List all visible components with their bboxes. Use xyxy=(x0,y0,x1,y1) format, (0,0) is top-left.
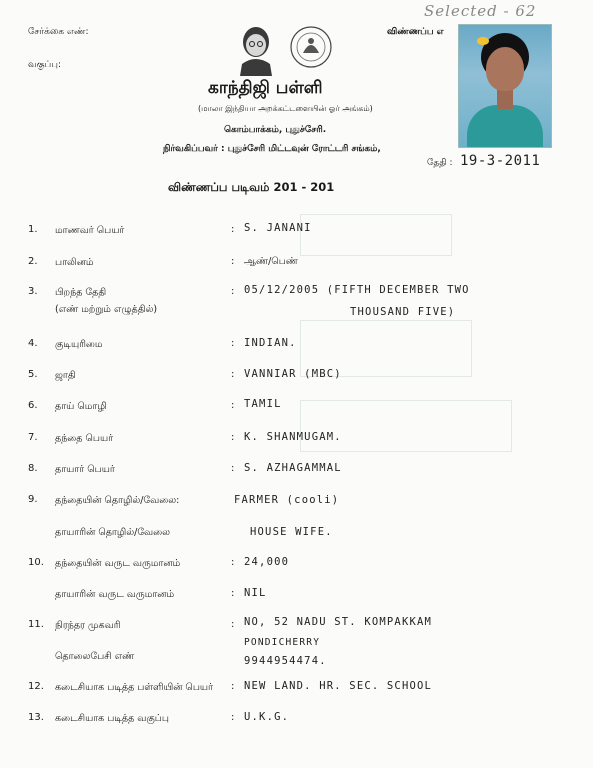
field-value: K. SHANMUGAM. xyxy=(244,431,342,443)
field-colon: : xyxy=(231,369,235,380)
field-value: 05/12/2005 (FIFTH DECEMBER TWO xyxy=(244,284,470,296)
field-number: 11. xyxy=(28,619,44,630)
field-value: U.K.G. xyxy=(244,711,290,723)
school-subtitle: (மாலா இந்தியா அறக்கட்டளையின் ஓர் அங்கம்) xyxy=(198,104,373,113)
field-value: ஆண்/பெண் xyxy=(244,256,298,267)
field-label: பிறந்த தேதி xyxy=(55,287,107,298)
field-value: 24,000 xyxy=(244,556,290,568)
school-emblem-icon xyxy=(289,25,333,69)
field-label: தாயார் பெயர் xyxy=(55,464,115,475)
field-label: தொலைபேசி எண் xyxy=(55,651,135,662)
field-value: S. AZHAGAMMAL xyxy=(244,462,342,474)
field-value: VANNIAR (MBC) xyxy=(244,368,342,380)
field-value: NEW LAND. HR. SEC. SCHOOL xyxy=(244,680,433,692)
field-colon: : xyxy=(231,286,235,297)
field-number: 10. xyxy=(28,557,44,568)
field-number: 2. xyxy=(28,256,38,267)
gandhi-logo-icon xyxy=(236,24,276,76)
field-label: நிரந்தர முகவரி xyxy=(55,620,121,631)
field-label: தந்தை பெயர் xyxy=(55,433,114,444)
field-value: FARMER (cooli) xyxy=(234,494,340,506)
student-photo xyxy=(458,24,552,148)
field-colon: : xyxy=(231,557,235,568)
field-colon: : xyxy=(231,588,235,599)
field-label: மாணவர் பெயர் xyxy=(55,225,125,236)
form-title: விண்ணப்ப படிவம் 201 - 201 xyxy=(168,180,335,194)
field-label: குடியுரிமை xyxy=(55,339,103,350)
field-label: தந்தையின் தொழில்/வேலை: xyxy=(55,495,180,506)
field-colon: : xyxy=(231,681,235,692)
field-label: ஜாதி xyxy=(55,370,76,381)
managed-by: நிர்வகிப்பவர் : புதுச்சேரி மிட்டவுன் ரோட்டரி சங்கம், xyxy=(163,144,381,154)
date-label: தேதி : xyxy=(427,158,453,168)
field-label: தாயாரின் தொழில்/வேலை xyxy=(55,527,171,538)
field-number: 13. xyxy=(28,712,44,723)
field-colon: : xyxy=(231,224,235,235)
field-value: NIL xyxy=(244,587,267,599)
field-number: 4. xyxy=(28,338,38,349)
class-label: வகுப்பு: xyxy=(28,60,61,70)
field-label: கடைசியாக படித்த பள்ளியின் பெயர் xyxy=(55,682,213,693)
field-number: 1. xyxy=(28,224,38,235)
field-colon: : xyxy=(231,619,235,630)
field-label: தாய் மொழி xyxy=(55,401,107,412)
date-value: 19-3-2011 xyxy=(460,153,541,169)
field-value: TAMIL xyxy=(244,398,282,410)
field-value: 9944954474. xyxy=(244,655,327,667)
application-no-label: விண்ணப்ப எ xyxy=(387,27,444,37)
field-number: 8. xyxy=(28,463,38,474)
faint-stamp xyxy=(300,400,512,452)
field-value: HOUSE WIFE. xyxy=(250,526,333,538)
field-colon: : xyxy=(231,256,235,267)
field-number: 12. xyxy=(28,681,44,692)
school-address: கொம்பாக்கம், புதுச்சேரி. xyxy=(224,125,327,135)
field-label: பாலினம் xyxy=(55,257,94,268)
field-colon: : xyxy=(231,400,235,411)
field-number: 7. xyxy=(28,432,38,443)
field-number: 6. xyxy=(28,400,38,411)
field-value: S. JANANI xyxy=(244,222,312,234)
field-value: INDIAN. xyxy=(244,337,297,349)
photo-face xyxy=(486,47,524,91)
selected-note: Selected - 62 xyxy=(424,2,537,20)
field-colon: : xyxy=(231,338,235,349)
faint-stamp xyxy=(300,214,452,256)
photo-hairclip xyxy=(477,37,489,45)
field-value-line2: THOUSAND FIVE) xyxy=(350,306,456,318)
field-number: 3. xyxy=(28,286,38,297)
school-name: காந்திஜி பள்ளி xyxy=(208,78,323,98)
field-colon: : xyxy=(231,712,235,723)
field-label: தாயாரின் வருட வருமானம் xyxy=(55,589,175,600)
field-label: கடைசியாக படித்த வகுப்பு xyxy=(55,713,169,724)
photo-dress xyxy=(467,105,543,148)
field-sublabel: (எண் மற்றும் எழுத்தில்) xyxy=(55,304,158,315)
field-number: 5. xyxy=(28,369,38,380)
field-colon: : xyxy=(231,463,235,474)
field-value: NO, 52 NADU ST. KOMPAKKAM xyxy=(244,616,433,628)
admission-no-label: சேர்க்கை எண்: xyxy=(28,27,89,37)
field-value-line2: PONDICHERRY xyxy=(244,637,321,648)
field-label: தந்தையின் வருட வருமானம் xyxy=(55,558,181,569)
field-number: 9. xyxy=(28,494,38,505)
field-colon: : xyxy=(231,432,235,443)
